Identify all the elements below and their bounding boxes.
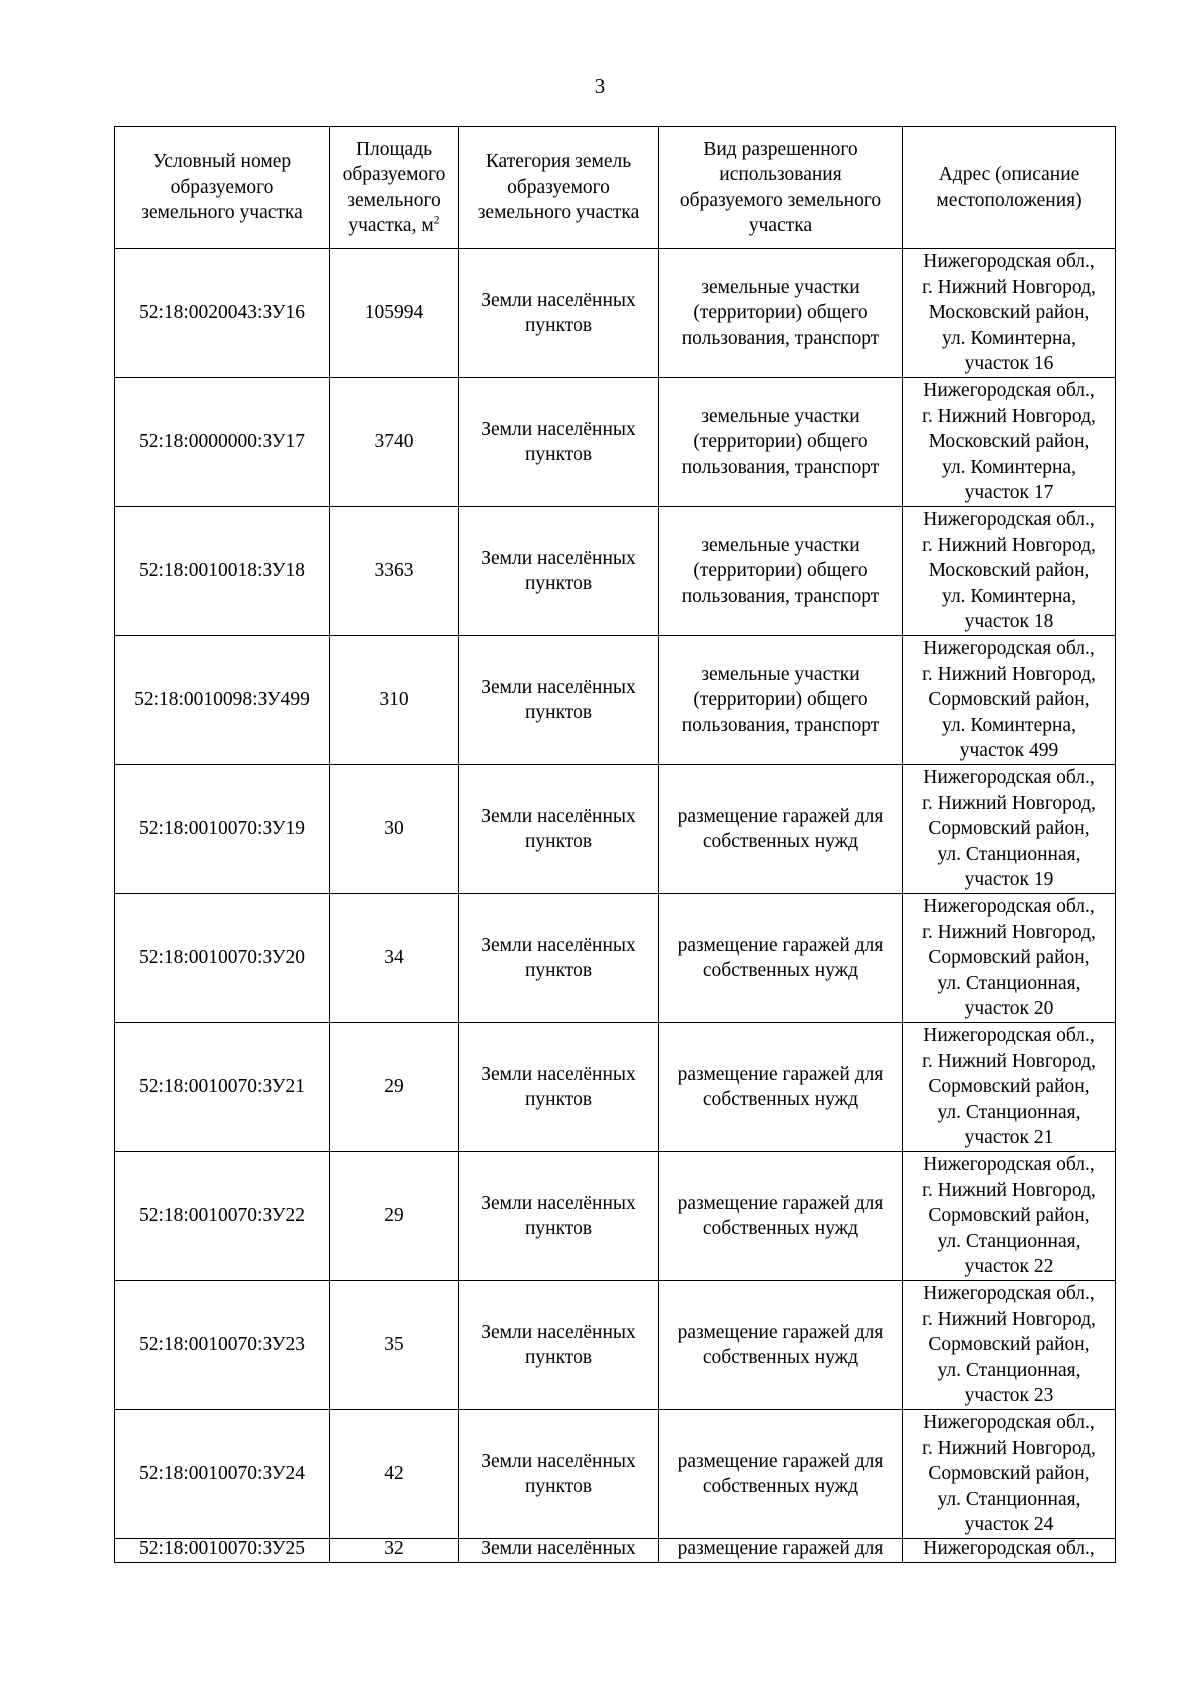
cell-address: Нижегородская обл., г. Нижний Новгород, Сормовский район, ул. Станционная, участок 24 [903,1410,1116,1539]
cell-permitted-use: размещение гаражей для собственных нужд [659,765,903,894]
cell-permitted-use: земельные участки (территории) общего пользования, транспорт [659,636,903,765]
table-row [115,636,1116,765]
cell-plot-number: 52:18:0020043:ЗУ16 [115,249,330,378]
cell-permitted-use: земельные участки (территории) общего пользования, транспорт [659,507,903,636]
cell-address: Нижегородская обл., г. Нижний Новгород, Сормовский район, ул. Коминтерна, участок 499 [903,636,1116,765]
cell-plot-number: 52:18:0010070:ЗУ23 [115,1281,330,1410]
cell-land-category: Земли населённых пунктов [459,1152,659,1281]
table-row [115,507,1116,636]
cell-plot-number: 52:18:0010070:ЗУ22 [115,1152,330,1281]
header-area-label: Площадь образуемого земельного участка, м [342,138,446,236]
cell-address: Нижегородская обл., г. Нижний Новгород, Сормовский район, ул. Станционная, участок 20 [903,894,1116,1023]
cell-plot-number: 52:18:0010070:ЗУ24 [115,1410,330,1539]
table-row [115,1023,1116,1152]
cell-land-category: Земли населённых пунктов [459,378,659,507]
cell-area: 310 [330,636,459,765]
cell-area: 34 [330,894,459,1023]
cell-permitted-use: размещение гаражей для собственных нужд [659,1023,903,1152]
cell-address: Нижегородская обл., г. Нижний Новгород, Московский район, ул. Коминтерна, участок 18 [903,507,1116,636]
cell-land-category: Земли населённых пунктов [459,894,659,1023]
cell-permitted-use: размещение гаражей для [659,1539,903,1563]
cell-land-category: Земли населённых пунктов [459,1281,659,1410]
cell-area: 32 [330,1539,459,1563]
cell-permitted-use: размещение гаражей для собственных нужд [659,1410,903,1539]
cell-area: 3363 [330,507,459,636]
cell-land-category: Земли населённых пунктов [459,1023,659,1152]
cell-plot-number: 52:18:0010018:ЗУ18 [115,507,330,636]
cell-plot-number: 52:18:0010070:ЗУ20 [115,894,330,1023]
cell-address: Нижегородская обл., г. Нижний Новгород, Сормовский район, ул. Станционная, участок 23 [903,1281,1116,1410]
table-row [115,765,1116,894]
table-row [115,249,1116,378]
header-plot-number: Условный номер образуемого земельного участка [115,127,330,249]
cell-land-category: Земли населённых пунктов [459,636,659,765]
cell-permitted-use: размещение гаражей для собственных нужд [659,1152,903,1281]
cell-address: Нижегородская обл., г. Нижний Новгород, Сормовский район, ул. Станционная, участок 21 [903,1023,1116,1152]
cell-plot-number: 52:18:0010070:ЗУ19 [115,765,330,894]
table-row-partial [115,1539,1116,1563]
cell-plot-number: 52:18:0010070:ЗУ25 [115,1539,330,1563]
cell-plot-number: 52:18:0010070:ЗУ21 [115,1023,330,1152]
cell-area: 29 [330,1023,459,1152]
page-number: 3 [594,74,606,98]
cell-area: 30 [330,765,459,894]
cell-permitted-use: земельные участки (территории) общего пользования, транспорт [659,249,903,378]
cell-address: Нижегородская обл., г. Нижний Новгород, Сормовский район, ул. Станционная, участок 22 [903,1152,1116,1281]
cell-address: Нижегородская обл., г. Нижний Новгород, Московский район, ул. Коминтерна, участок 16 [903,249,1116,378]
cell-land-category: Земли населённых пунктов [459,765,659,894]
cell-land-category: Земли населённых пунктов [459,507,659,636]
cell-address: Нижегородская обл., г. Нижний Новгород, Сормовский район, ул. Станционная, участок 19 [903,765,1116,894]
table-row [115,1281,1116,1410]
cell-area: 3740 [330,378,459,507]
header-permitted-use: Вид разрешенного использования образуемого земельного участка [659,127,903,249]
cell-area: 42 [330,1410,459,1539]
table-row [115,1152,1116,1281]
cell-land-category: Земли населённых пунктов [459,1410,659,1539]
cell-area: 29 [330,1152,459,1281]
cell-address: Нижегородская обл., г. Нижний Новгород, Московский район, ул. Коминтерна, участок 17 [903,378,1116,507]
table-header-row [115,127,1116,249]
cell-area: 35 [330,1281,459,1410]
cell-address: Нижегородская обл., [903,1539,1116,1563]
header-address: Адрес (описание местоположения) [903,127,1116,249]
land-plots-table [114,126,1116,1563]
table-row [115,894,1116,1023]
table-row [115,1410,1116,1539]
cell-area: 105994 [330,249,459,378]
cell-land-category: Земли населённых [459,1539,659,1563]
area-unit-superscript: 2 [433,212,440,227]
header-land-category: Категория земель образуемого земельного участка [459,127,659,249]
cell-permitted-use: размещение гаражей для собственных нужд [659,894,903,1023]
cell-land-category: Земли населённых пунктов [459,249,659,378]
cell-permitted-use: земельные участки (территории) общего пользования, транспорт [659,378,903,507]
header-area [330,127,459,249]
cell-plot-number: 52:18:0000000:ЗУ17 [115,378,330,507]
cell-plot-number: 52:18:0010098:ЗУ499 [115,636,330,765]
cell-permitted-use: размещение гаражей для собственных нужд [659,1281,903,1410]
table-row [115,378,1116,507]
